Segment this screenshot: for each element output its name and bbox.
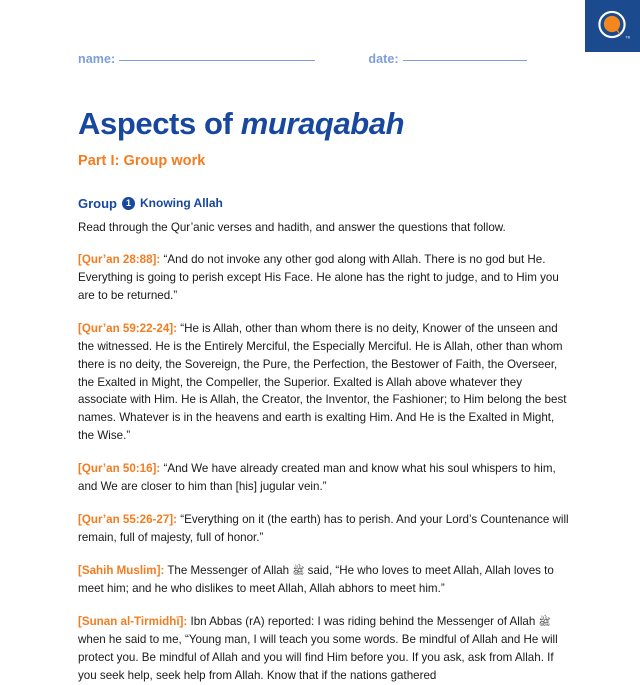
name-date-row: [78, 52, 572, 66]
quote-text: The Messenger of Allah: [164, 564, 293, 578]
quote-source: [Sahih Muslim]:: [78, 564, 165, 578]
group-label: Group: [78, 195, 117, 211]
date-label: date:: [368, 52, 399, 66]
quote-text: when he said to me, “Young man, I will teach you some words. Be mindful of Allah and He will protect you. Be mindful of Allah and you will find Him before you. If you ask, ask from Allah. If you seek help, seek help from Allah. Know that if the nations gathered: [78, 633, 558, 683]
page-title-plain: Aspects of: [78, 106, 241, 141]
quote-quran-55-26-27: [78, 511, 572, 547]
content-column: [78, 52, 572, 685]
name-label: name:: [78, 52, 116, 66]
quote-quran-50-16: [78, 460, 572, 496]
quote-text: “And We have already created man and know what his soul whispers to him, and We are closer to him than [his] jugular vein.”: [78, 462, 556, 494]
page-subtitle: Part I: Group work: [78, 152, 206, 169]
group-topic: Knowing Allah: [140, 196, 223, 211]
svg-text:TM: TM: [625, 35, 630, 40]
quote-text: “Everything on it (the earth) has to perish. And your Lord’s Countenance will remain, full of majesty, full of honor.”: [78, 513, 569, 545]
quote-quran-28-88: [78, 251, 572, 305]
group-heading: [78, 197, 572, 210]
quote-quran-59-22-24: [78, 320, 572, 446]
page-title-italic: muraqabah: [240, 106, 405, 141]
quote-source: [Qur’an 50:16]:: [78, 462, 161, 476]
group-instruction: Read through the Qur’anic verses and hadith, and answer the questions that follow.: [78, 220, 506, 234]
name-field-group[interactable]: [78, 52, 315, 66]
date-input[interactable]: [403, 60, 527, 61]
group-number-badge: 1: [122, 197, 135, 210]
quote-source: [Sunan al-Tirmidhī]:: [78, 615, 188, 629]
page-title: [78, 108, 572, 141]
name-input[interactable]: [119, 60, 315, 61]
quote-source: [Qur’an 55:26-27]:: [78, 513, 178, 527]
peace-be-upon-him-icon: ﷺ: [292, 566, 305, 578]
quote-sahih-muslim: [78, 562, 572, 598]
quote-text: said, “He who loves to meet Allah, Allah loves to meet him; and he who dislikes to meet Allah, Allah abhors to meet him.”: [78, 564, 554, 596]
quote-source: [Qur’an 28:88]:: [78, 252, 161, 266]
quote-text: Ibn Abbas (rA) reported: I was riding behind the Messenger of Allah: [187, 615, 539, 629]
quote-text: “And do not invoke any other god along with Allah. There is no god but He. Everything is going to perish except His Face. He alone has the right to judge, and to Him you are to be returned.”: [78, 252, 559, 302]
quote-source: [Qur’an 59:22-24]:: [78, 321, 178, 335]
peace-be-upon-him-icon: ﷺ: [538, 617, 551, 629]
quote-text: “He is Allah, other than whom there is no deity, Knower of the unseen and the witnessed. He is the Entirely Merciful, the Especially Merciful. He is Allah, other than whom there is no deity, the Sovereign, the Pure, the Perfection, the Bestower of Faith, the Overseer, the Exalted in Might, the Compeller, the Superior. Exalted is Allah above whatever they associate with Him. He is Allah, the Creator, the Inventor, the Fashioner; to Him belong the best names. Whatever is in the heavens and earth is exalting Him. And He is the Exalted in Might, the Wise.”: [78, 321, 567, 443]
date-field-group[interactable]: [368, 52, 526, 66]
quote-sunan-al-tirmidhi: [78, 613, 572, 685]
